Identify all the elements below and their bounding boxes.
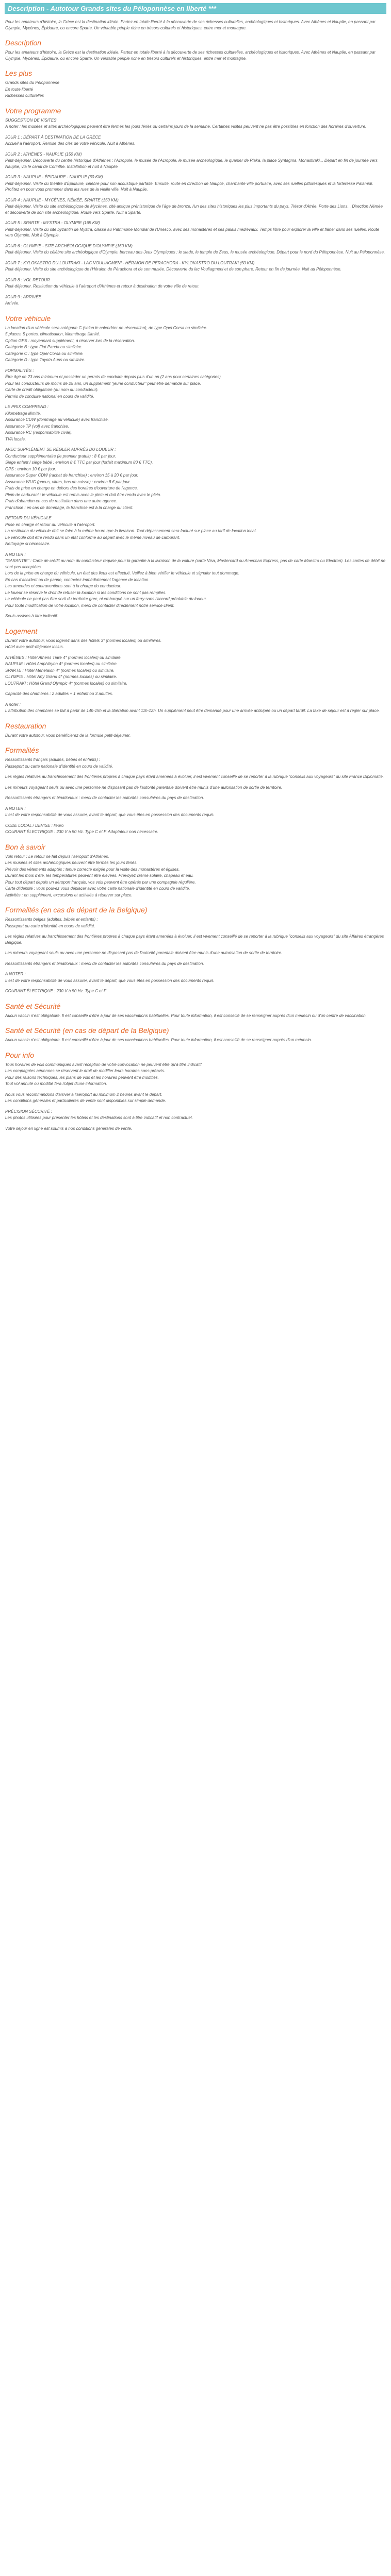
intro-section — [0, 19, 391, 31]
info-line: PRÉCISION SÉCURITÉ : — [5, 1109, 53, 1114]
formalities-line: Ressortissants étrangers et binationaux : merci de contacter les autorités consulaires du pays de destination. — [5, 795, 204, 800]
catering-line: Durant votre autotour, vous bénéficierez de la formule petit-déjeuner. — [5, 733, 131, 738]
day-title: JOUR 5 : SPARTE - MYSTRA - OLYMPIE (165 KM) — [5, 221, 100, 225]
returns-details: Seuls assises à titre indicatif. — [5, 614, 58, 618]
lodging-note-title: A noter : — [5, 702, 21, 707]
formalities-line: COURANT ÉLECTRIQUE : 230 V à 50 Hz. Type C et F. Adaptateur non nécessaire. — [5, 829, 158, 834]
lodging-line: Durant votre autotour, vous logerez dans des hôtels 3* (normes locales) ou similaires. — [5, 638, 162, 643]
formalities-be-line: Ressortissants étrangers et binationaux : merci de contacter les autorités consulaires du pays de destination. — [5, 961, 204, 966]
info-line: Tout vol annulé ou modifié fera l'objet d'une information. — [5, 1081, 107, 1086]
description-heading: Description — [5, 39, 42, 47]
health-be-line: Aucun vaccin n'est obligatoire. Il est conseillé d'être à jour de ses vaccinations habituelles. Pour toute information, il est conseillé de se renseigner auprès d'un médecin. — [5, 1038, 312, 1042]
returns-note: Le véhicule ne peut pas être sorti du territoire grec, ni embarqué sur un ferry sans l'accord préalable du loueur. — [5, 597, 207, 601]
vehicle-line: Carte de crédit obligatoire (au nom du conducteur). — [5, 387, 99, 392]
page — [0, 0, 391, 1142]
vehicle-sub-line: Frais de prise en charge en dehors des horaires d'ouverture de l'agence. — [5, 486, 138, 490]
highlights-heading: Les plus — [5, 69, 32, 77]
vehicle-sub-line: Siège enfant / siège bébé : environ 8 € TTC par jour (forfait maximum 80 € TTC). — [5, 460, 153, 465]
formalities-be-line: Il est de votre responsabilité de vous assurer, avant le départ, que vous êtes en possession des documents requis. — [5, 978, 215, 983]
lodging-note: L'attribution des chambres se fait à partir de 14h-15h et la libération avant 11h-12h. Un supplément peut être demandé pour une arrivée anticipée ou un départ tardif. La taxe de séjour est à régler sur place. — [5, 708, 380, 713]
vehicle-line: Pour les conducteurs de moins de 25 ans, un supplément "jeune conducteur" peut être demandé sur place. — [5, 381, 201, 386]
formalities-line: Les règles relatives au franchissement des frontières propres à chaque pays étant amenées à évoluer, il est vivement conseillé de se reporter à la rubrique "conseils aux voyageurs" du site France Diplomatie. — [5, 774, 384, 779]
returns-line: Nettoyage si nécessaire. — [5, 541, 51, 546]
day-text: Petit-déjeuner. Restitution du véhicule à l'aéroport d'Athènes et retour à destination de votre ville de retour. — [5, 284, 200, 289]
vehicle-heading: Votre véhicule — [5, 314, 51, 323]
health-heading: Santé et Sécurité — [5, 1002, 61, 1010]
info-line: Tous horaires de vols communiqués avant réception de votre convocation ne peuvent être qu'à titre indicatif. — [5, 1062, 203, 1067]
day-text: Petit-déjeuner. Visite du célèbre site archéologique d'Olympie, berceau des Jeux Olympiques : le stade, le temple de Zeus, le musée archéologique. Départ pour le nord du Péloponnèse. Nuit au Péloponnèse. — [5, 250, 385, 255]
highlights-section — [0, 69, 391, 99]
formalities-line: Passeport ou carte nationale d'identité en cours de validité. — [5, 764, 113, 769]
day-text: Petit-déjeuner. Visite du site byzantin de Mystra, classé au Patrimoine Mondial de l'Unesco, avec ses monastères et ses palais médiévaux. Temps libre pour explorer la ville et flâner dans ses ruelles. Route vers Olympie. Nuit à Olympie. — [5, 227, 380, 238]
formalities-heading: Formalités — [5, 746, 39, 754]
intro-paragraph: Pour les amateurs d'histoire, la Grèce est la destination idéale. Partez en totale liberté à la découverte de ses richesses culturelles, archéologiques et historiques. Avec Athènes et Nauplie, en passant par Olympie, Mycènes, Épidaure, ou encore Sparte. Un véritable périple riche en trésors culturels et historiques, entre mer et montagne. — [5, 20, 376, 30]
tips-line: Vols retour : Le retour se fait depuis l'aéroport d'Athènes. — [5, 854, 109, 859]
vehicle-sub-line: Franchise : en cas de dommage, la franchise est à la charge du client. — [5, 505, 134, 510]
info-line: Les conditions générales et particulières de vente sont disponibles sur simple demande. — [5, 1098, 166, 1103]
day-title: JOUR 3 : NAUPLIE - ÉPIDAURE - NAUPLIE (60 KM) — [5, 175, 103, 179]
info-line: Votre séjour en ligne est soumis à nos conditions générales de vente. — [5, 1126, 133, 1131]
program-section — [0, 106, 391, 307]
day-title: JOUR 9 : ARRIVÉE — [5, 294, 41, 299]
formalities-be-line: Les règles relatives au franchissement des frontières propres à chaque pays étant amenées à évoluer, il est vivement conseillé de se reporter à la rubrique "conseils aux voyageurs" du site Affaires étrangères Belgique. — [5, 934, 384, 945]
day-text: Accueil à l'aéroport. Remise des clés de votre véhicule. Nuit à Athènes. — [5, 141, 136, 146]
vehicle-line: La location d'un véhicule sera catégorie C (selon le calendrier de réservation), de type Opel Corsa ou similaire. — [5, 325, 207, 330]
returns-line: La restitution du véhicule doit se faire à la même heure que la livraison. Tout dépassement sera facturé sur place au tarif de location local. — [5, 529, 257, 533]
vehicle-section — [0, 314, 391, 619]
info-line: Les photos utilisées pour présenter les hôtels et les destinations sont à titre indicatif et non contractuel. — [5, 1115, 193, 1120]
health-be-section — [0, 1026, 391, 1043]
health-section — [0, 1002, 391, 1019]
hotel-line: OLYMPIE : Hôtel Arty Grand 4* (normes locales) ou similaire. — [5, 674, 117, 679]
info-section — [0, 1050, 391, 1132]
formalities-line: Ressortissants français (adultes, bébés et enfants) : — [5, 757, 101, 762]
returns-line: Le véhicule doit être rendu dans un état conforme au départ avec le même niveau de carburant. — [5, 535, 181, 540]
info-line: Les compagnies aériennes se réservent le droit de modifier leurs horaires sans préavis. — [5, 1069, 165, 1073]
hotel-line: SPARTE : Hôtel Menelaion 4* (normes locales) ou similaire. — [5, 668, 115, 673]
returns-note: Les amendes et contraventions sont à la charge du conducteur. — [5, 584, 122, 588]
formalities-be-line: A NOTER : — [5, 972, 26, 976]
tips-line: Durant les mois d'été, les températures peuvent être élevées. Prévoyez crème solaire, chapeau et eau. — [5, 873, 194, 878]
vehicle-line: Être âgé de 23 ans minimum et posséder un permis de conduire depuis plus d'un an (2 ans pour certaines catégories). — [5, 375, 222, 379]
vehicle-sub-line: Assurance Super CDW (rachat de franchise) : environ 15 à 20 € par jour. — [5, 473, 139, 478]
vehicle-line: Catégorie D : type Toyota Auris ou similaire. — [5, 358, 86, 362]
vehicle-line: Catégorie C : type Opel Corsa ou similaire. — [5, 351, 84, 356]
hotel-line: NAUPLIE : Hôtel Amphitryon 4* (normes locales) ou similaire. — [5, 662, 118, 666]
highlight-item: Richesses culturelles — [5, 93, 44, 98]
day-title: JOUR 7 : KYLOKASTRO DU LOUTRAKI - LAC VOULIAGMENI - HÉRAION DE PÉRACHORA - KYLOKASTRO DU LOUTRAKI (50 KM) — [5, 260, 255, 265]
day-text: Petit-déjeuner. Visite du théâtre d'Épidaure, célèbre pour son acoustique parfaite. Ensuite, route en direction de Nauplie, charmante ville portuaire, avec ses ruelles pittoresques et la forteresse Palamidi. Profitez en pour vous promener dans les rues de la vieille ville. Nuit à Nauplie. — [5, 181, 373, 192]
tips-line: Carte d'identité : vous pouvez vous déplacer avec votre carte nationale d'identité en cours de validité. — [5, 886, 190, 891]
day-text: Petit-déjeuner. Visite du site archéologique de l'Héraion de Pérachora et de son musée. Découverte du lac Vouliagmeni et de son phare. Retour en fin de journée. Nuit au Péloponnèse. — [5, 267, 341, 272]
vehicle-line: Permis de conduire national en cours de validité. — [5, 394, 94, 399]
day-title: JOUR 4 : NAUPLIE - MYCÈNES, NÉMÉE, SPARTE (150 KM) — [5, 197, 119, 202]
returns-line: Prise en charge et retour du véhicule à l'aéroport. — [5, 522, 95, 527]
returns-note: A NOTER : — [5, 552, 26, 557]
health-line: Aucun vaccin n'est obligatoire. Il est conseillé d'être à jour de ses vaccinations habituelles. Pour toute information, il est conseillé de se renseigner auprès d'un médecin ou d'un centre de vaccination. — [5, 1013, 367, 1018]
vehicle-sub-line: Plein de carburant : le véhicule est remis avec le plein et doit être rendu avec le plein. — [5, 492, 161, 497]
tips-section — [0, 842, 391, 899]
vehicle-sub-line: Frais d'abandon en cas de restitution dans une autre agence. — [5, 499, 118, 503]
tips-heading: Bon à savoir — [5, 842, 45, 851]
tips-line: Pour tout départ depuis un aéroport français, vos vols peuvent être opérés par une compagnie régulière. — [5, 879, 196, 885]
vehicle-line: 5 places, 5 portes, climatisation, kilométrage illimité. — [5, 332, 101, 336]
formalities-be-section — [0, 905, 391, 994]
lodging-line: Hôtel avec petit-déjeuner inclus. — [5, 645, 64, 649]
vehicle-sub-line: Assurance TP (vol) avec franchise. — [5, 423, 69, 429]
day-text: Petit-déjeuner. Découverte du centre historique d'Athènes : l'Acropole, le musée de l'Acropole, le musée archéologique, le quartier de Plaka, la place Syntagma, Monastiraki... Départ en fin de journée vers Nauplie, via le canal de Corinthe. Installation et nuit à Nauplie. — [5, 158, 378, 169]
formalities-line: Il est de votre responsabilité de vous assurer, avant le départ, que vous êtes en possession des documents requis. — [5, 812, 215, 817]
formalities-be-heading: Formalités (en cas de départ de la Belgique) — [5, 906, 148, 914]
formalities-be-line: Ressortissants belges (adultes, bébés et enfants) : — [5, 917, 98, 922]
hotel-line: LOUTRAKI : Hôtel Grand Olympic 4* (normes locales) ou similaire. — [5, 681, 127, 686]
vehicle-sub-line: TVA locale. — [5, 436, 26, 442]
program-line: SUGGESTION DE VISITES — [5, 117, 57, 123]
returns-title: RETOUR DU VÉHICULE — [5, 516, 52, 520]
info-heading: Pour info — [5, 1050, 35, 1059]
tips-line: Prévoir des vêtements adaptés : tenue correcte exigée pour la visite des monastères et églises. — [5, 867, 180, 872]
description-section — [0, 38, 391, 61]
catering-heading: Restauration — [5, 721, 46, 730]
vehicle-sub-line: Conducteur supplémentaire (le premier gratuit) : 8 € par jour. — [5, 453, 116, 459]
vehicle-line: FORMALITÉS : — [5, 368, 34, 373]
vehicle-sub-line: Assurance CDW (dommage au véhicule) avec franchise. — [5, 417, 109, 422]
tips-line: Activités : en supplément, excursions et activités à réserver sur place. — [5, 892, 133, 897]
returns-note: Le loueur se réserve le droit de refuser la location si les conditions ne sont pas remplies. — [5, 590, 167, 595]
formalities-be-line: Passeport ou carte d'identité en cours de validité. — [5, 923, 95, 928]
lodging-heading: Logement — [5, 626, 38, 635]
lodging-capacity: Capacité des chambres : 2 adultes + 1 enfant ou 3 adultes. — [5, 691, 113, 696]
vehicle-sub-title: LE PRIX COMPREND : — [5, 404, 49, 409]
vehicle-sub-title: AVEC SUPPLÉMENT SE RÉGLER AUPRÈS DU LOUEUR : — [5, 447, 116, 452]
returns-note: Pour toute modification de votre location, merci de contacter directement notre service client. — [5, 603, 175, 608]
formalities-line: A NOTER : — [5, 806, 26, 811]
day-text: Petit-déjeuner. Visite du site archéologique de Mycènes, cité antique préhistorique de l'âge de bronze, l'un des sites historiques les plus importants du pays. Trésor d'Atrée, Porte des Lions... Direction Némée et découverte de son site archéologique. Route vers Sparte. Nuit à Sparte. — [5, 204, 383, 215]
formalities-section — [0, 745, 391, 835]
formalities-line: Les mineurs voyageant seuls ou avec une personne ne disposant pas de l'autorité parentale doivent être munis d'une autorisation de sortie de territoire. — [5, 785, 283, 790]
info-line: Pour des raisons techniques, les plans de vols et les horaires peuvent être modifiés. — [5, 1075, 159, 1080]
program-heading: Votre programme — [5, 106, 61, 115]
program-line: A noter : les musées et sites archéologiques peuvent être fermés les jours fériés ou certains jours de la semaine. Certaines visites peuvent ne pas être possibles en fonction des horaires d'ouverture. — [5, 124, 367, 129]
day-title: JOUR 6 : OLYMPIE - SITE ARCHÉOLOGIQUE D'OLYMPIE (160 KM) — [5, 243, 133, 248]
vehicle-line: Option GPS : moyennant supplément, à réserver lors de la réservation. — [5, 338, 135, 343]
day-title: JOUR 2 : ATHÈNES - NAUPLIE (150 KM) — [5, 151, 82, 157]
returns-note: "GARANTIE" : Carte de crédit au nom du conducteur requise pour la garantie à la livraison de la voiture (carte Visa, Mastercard ou American Express, pas de carte Maestro ou Electron). Les cartes de débit ne sont pas acceptées. — [5, 558, 386, 569]
info-line: Nous vous recommandons d'arriver à l'aéroport au minimum 2 heures avant le départ. — [5, 1092, 162, 1097]
vehicle-sub-line: Assurance WUG (pneus, vitres, bas de caisse) : environ 8 € par jour. — [5, 479, 131, 484]
day-title: JOUR 8 : VOL RETOUR — [5, 277, 50, 282]
page-title: Description - Autotour Grands sites du Péloponnèse en liberté *** — [5, 3, 386, 14]
tips-line: Les musées et sites archéologiques peuvent être fermés les jours fériés. — [5, 860, 138, 865]
day-text: Arrivée. — [5, 301, 20, 306]
description-paragraph: Pour les amateurs d'histoire, la Grèce est la destination idéale. Partez en totale liberté à la découverte de ses richesses culturelles, archéologiques et historiques. Avec Athènes et Nauplie, en passant par Olympie, Mycènes, Épidaure, ou encore Sparte. Un véritable périple riche en trésors culturels et historiques, entre mer et montagne. — [5, 50, 376, 61]
vehicle-line: Catégorie B : type Fiat Panda ou similaire. — [5, 345, 83, 349]
returns-note: En cas d'accident ou de panne, contactez immédiatement l'agence de location. — [5, 577, 150, 582]
health-be-heading: Santé et Sécurité (en cas de départ de la Belgique) — [5, 1026, 169, 1035]
day-title: JOUR 1 : DÉPART À DESTINATION DE LA GRÈCE — [5, 134, 101, 140]
catering-section — [0, 721, 391, 739]
highlight-item: En toute liberté — [5, 87, 33, 92]
vehicle-sub-line: GPS : environ 10 € par jour. — [5, 466, 56, 471]
lodging-section — [0, 626, 391, 714]
highlight-item: Grands sites du Péloponnèse — [5, 80, 59, 85]
vehicle-sub-line: Assurance RC (responsabilité civile). — [5, 430, 73, 435]
hotel-line: ATHÈNES : Hôtel Athens Tiare 4* (normes locales) ou similaire. — [5, 655, 122, 660]
returns-note: Lors de la prise en charge du véhicule, un état des lieux est effectué. Veillez à bien vérifier le véhicule et signaler tout dommage. — [5, 571, 240, 575]
formalities-be-line: Les mineurs voyageant seuls ou avec une personne ne disposant pas de l'autorité parentale doivent être munis d'une autorisation de sortie de territoire. — [5, 951, 283, 955]
formalities-be-line: COURANT ÉLECTRIQUE : 230 V à 50 Hz. Type C et F. — [5, 989, 107, 993]
formalities-line: CODE LOCAL / DEVISE : l'euro — [5, 823, 64, 828]
vehicle-sub-line: Kilométrage illimité. — [5, 411, 41, 416]
